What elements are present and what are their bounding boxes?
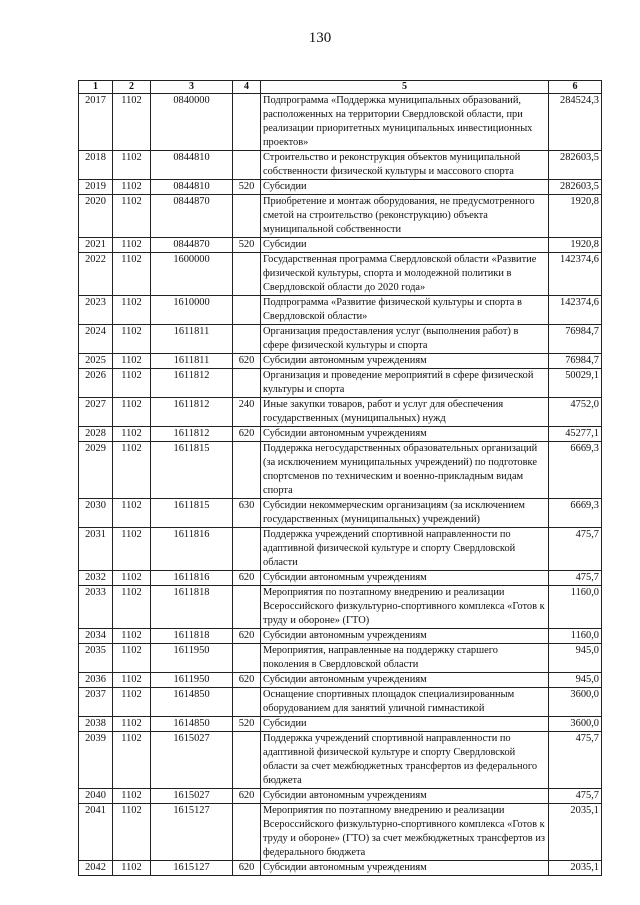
row-number-cell: 2025 <box>79 354 113 369</box>
table-row <box>79 151 602 180</box>
expense-type-cell <box>233 804 261 861</box>
item-name-cell: Субсидии <box>261 238 549 253</box>
section-code-cell: 1102 <box>113 644 151 673</box>
section-code-cell: 1102 <box>113 528 151 571</box>
expense-type-cell: 620 <box>233 789 261 804</box>
amount-cell: 282603,5 <box>549 151 602 180</box>
item-name-cell: Строительство и реконструкция объектов муниципальной собственности физической культуры и массового спорта <box>261 151 549 180</box>
item-name-cell: Субсидии <box>261 180 549 195</box>
section-code-cell: 1102 <box>113 717 151 732</box>
amount-cell: 76984,7 <box>549 325 602 354</box>
expense-type-cell: 620 <box>233 629 261 644</box>
item-name-cell: Поддержка учреждений спортивной направленности по адаптивной физической культуре и спорту Свердловской области <box>261 528 549 571</box>
target-article-cell: 1615027 <box>151 732 233 789</box>
target-article-cell: 0844810 <box>151 180 233 195</box>
table-row <box>79 354 602 369</box>
target-article-cell: 1611950 <box>151 673 233 688</box>
target-article-cell: 1611815 <box>151 442 233 499</box>
item-name-cell: Субсидии автономным учреждениям <box>261 629 549 644</box>
table-row <box>79 296 602 325</box>
target-article-cell: 1614850 <box>151 717 233 732</box>
row-number-cell: 2040 <box>79 789 113 804</box>
header-col-2: 2 <box>113 81 151 94</box>
item-name-cell: Подпрограмма «Поддержка муниципальных образований, расположенных на территории Свердловской области, при реализации приоритетных муниципальных инвестиционных проектов» <box>261 94 549 151</box>
section-code-cell: 1102 <box>113 732 151 789</box>
header-col-5: 5 <box>261 81 549 94</box>
section-code-cell: 1102 <box>113 804 151 861</box>
item-name-cell: Субсидии автономным учреждениям <box>261 789 549 804</box>
target-article-cell: 1611812 <box>151 369 233 398</box>
row-number-cell: 2026 <box>79 369 113 398</box>
section-code-cell: 1102 <box>113 94 151 151</box>
target-article-cell: 1615127 <box>151 861 233 876</box>
item-name-cell: Поддержка учреждений спортивной направленности по адаптивной физической культуре и спорту Свердловской области за счет межбюджетных трансфертов из федерального бюджета <box>261 732 549 789</box>
item-name-cell: Государственная программа Свердловской области «Развитие физической культуры, спорта и молодежной политики в Свердловской области до 2020 года» <box>261 253 549 296</box>
row-number-cell: 2030 <box>79 499 113 528</box>
section-code-cell: 1102 <box>113 571 151 586</box>
amount-cell: 1160,0 <box>549 586 602 629</box>
table-row <box>79 688 602 717</box>
target-article-cell: 1611815 <box>151 499 233 528</box>
target-article-cell: 0844870 <box>151 238 233 253</box>
item-name-cell: Субсидии автономным учреждениям <box>261 673 549 688</box>
expense-type-cell: 620 <box>233 354 261 369</box>
item-name-cell: Мероприятия, направленные на поддержку старшего поколения в Свердловской области <box>261 644 549 673</box>
target-article-cell: 0844870 <box>151 195 233 238</box>
table-row <box>79 861 602 876</box>
table-row <box>79 180 602 195</box>
section-code-cell: 1102 <box>113 673 151 688</box>
table-row <box>79 499 602 528</box>
row-number-cell: 2033 <box>79 586 113 629</box>
amount-cell: 45277,1 <box>549 427 602 442</box>
amount-cell: 3600,0 <box>549 688 602 717</box>
target-article-cell: 1614850 <box>151 688 233 717</box>
amount-cell: 475,7 <box>549 732 602 789</box>
table-row <box>79 789 602 804</box>
expense-type-cell: 620 <box>233 861 261 876</box>
target-article-cell: 1611818 <box>151 586 233 629</box>
expense-type-cell <box>233 528 261 571</box>
amount-cell: 142374,6 <box>549 253 602 296</box>
table-row <box>79 398 602 427</box>
table-row <box>79 253 602 296</box>
expense-type-cell <box>233 195 261 238</box>
table-row <box>79 629 602 644</box>
expense-type-cell <box>233 586 261 629</box>
row-number-cell: 2037 <box>79 688 113 717</box>
amount-cell: 282603,5 <box>549 180 602 195</box>
table-row <box>79 717 602 732</box>
table-row <box>79 571 602 586</box>
expense-type-cell <box>233 369 261 398</box>
section-code-cell: 1102 <box>113 253 151 296</box>
item-name-cell: Приобретение и монтаж оборудования, не предусмотренного сметой на строительство (реконструкцию) объекта муниципальной собственности <box>261 195 549 238</box>
table-row <box>79 732 602 789</box>
section-code-cell: 1102 <box>113 195 151 238</box>
section-code-cell: 1102 <box>113 238 151 253</box>
target-article-cell: 1611818 <box>151 629 233 644</box>
table-row <box>79 804 602 861</box>
amount-cell: 475,7 <box>549 571 602 586</box>
row-number-cell: 2029 <box>79 442 113 499</box>
target-article-cell: 1615027 <box>151 789 233 804</box>
target-article-cell: 0840000 <box>151 94 233 151</box>
item-name-cell: Организация предоставления услуг (выполнения работ) в сфере физической культуры и спорта <box>261 325 549 354</box>
amount-cell: 4752,0 <box>549 398 602 427</box>
row-number-cell: 2018 <box>79 151 113 180</box>
item-name-cell: Оснащение спортивных площадок специализированным оборудованием для занятий уличной гимнастикой <box>261 688 549 717</box>
table-row <box>79 427 602 442</box>
expense-type-cell <box>233 644 261 673</box>
item-name-cell: Субсидии <box>261 717 549 732</box>
section-code-cell: 1102 <box>113 789 151 804</box>
item-name-cell: Поддержка негосударственных образовательных организаций (за исключением муниципальных учреждений) по подготовке спортсменов по техническим и военно-прикладным видам спорта <box>261 442 549 499</box>
section-code-cell: 1102 <box>113 354 151 369</box>
table-row <box>79 369 602 398</box>
table-row <box>79 644 602 673</box>
header-col-3: 3 <box>151 81 233 94</box>
header-col-4: 4 <box>233 81 261 94</box>
section-code-cell: 1102 <box>113 629 151 644</box>
amount-cell: 475,7 <box>549 528 602 571</box>
section-code-cell: 1102 <box>113 427 151 442</box>
section-code-cell: 1102 <box>113 151 151 180</box>
target-article-cell: 0844810 <box>151 151 233 180</box>
item-name-cell: Субсидии автономным учреждениям <box>261 861 549 876</box>
row-number-cell: 2034 <box>79 629 113 644</box>
expense-type-cell <box>233 151 261 180</box>
target-article-cell: 1610000 <box>151 296 233 325</box>
amount-cell: 142374,6 <box>549 296 602 325</box>
amount-cell: 2035,1 <box>549 861 602 876</box>
expense-type-cell <box>233 325 261 354</box>
amount-cell: 1920,8 <box>549 238 602 253</box>
amount-cell: 1160,0 <box>549 629 602 644</box>
row-number-cell: 2023 <box>79 296 113 325</box>
item-name-cell: Мероприятия по поэтапному внедрению и реализации Всероссийского физкультурно-спортивного комплекса «Готов к труду и обороне» (ГТО) за счет межбюджетных трансфертов из федерального бюджета <box>261 804 549 861</box>
expense-type-cell <box>233 94 261 151</box>
target-article-cell: 1611816 <box>151 571 233 586</box>
item-name-cell: Организация и проведение мероприятий в сфере физической культуры и спорта <box>261 369 549 398</box>
item-name-cell: Субсидии автономным учреждениям <box>261 427 549 442</box>
section-code-cell: 1102 <box>113 861 151 876</box>
amount-cell: 50029,1 <box>549 369 602 398</box>
section-code-cell: 1102 <box>113 442 151 499</box>
row-number-cell: 2035 <box>79 644 113 673</box>
expense-type-cell: 630 <box>233 499 261 528</box>
row-number-cell: 2019 <box>79 180 113 195</box>
header-col-1: 1 <box>79 81 113 94</box>
target-article-cell: 1611812 <box>151 427 233 442</box>
row-number-cell: 2020 <box>79 195 113 238</box>
amount-cell: 945,0 <box>549 644 602 673</box>
target-article-cell: 1611816 <box>151 528 233 571</box>
row-number-cell: 2024 <box>79 325 113 354</box>
expense-type-cell <box>233 732 261 789</box>
target-article-cell: 1600000 <box>151 253 233 296</box>
target-article-cell: 1611950 <box>151 644 233 673</box>
expense-type-cell <box>233 688 261 717</box>
section-code-cell: 1102 <box>113 586 151 629</box>
table-row <box>79 528 602 571</box>
item-name-cell: Субсидии автономным учреждениям <box>261 571 549 586</box>
amount-cell: 3600,0 <box>549 717 602 732</box>
table-row <box>79 673 602 688</box>
amount-cell: 475,7 <box>549 789 602 804</box>
row-number-cell: 2027 <box>79 398 113 427</box>
expense-type-cell: 520 <box>233 180 261 195</box>
expense-type-cell: 620 <box>233 571 261 586</box>
table-row <box>79 442 602 499</box>
row-number-cell: 2041 <box>79 804 113 861</box>
expense-type-cell <box>233 442 261 499</box>
row-number-cell: 2022 <box>79 253 113 296</box>
table-row <box>79 325 602 354</box>
expense-type-cell <box>233 253 261 296</box>
section-code-cell: 1102 <box>113 499 151 528</box>
section-code-cell: 1102 <box>113 180 151 195</box>
row-number-cell: 2038 <box>79 717 113 732</box>
item-name-cell: Подпрограмма «Развитие физической культуры и спорта в Свердловской области» <box>261 296 549 325</box>
section-code-cell: 1102 <box>113 369 151 398</box>
item-name-cell: Иные закупки товаров, работ и услуг для обеспечения государственных (муниципальных) нужд <box>261 398 549 427</box>
target-article-cell: 1611812 <box>151 398 233 427</box>
amount-cell: 6669,3 <box>549 442 602 499</box>
row-number-cell: 2017 <box>79 94 113 151</box>
item-name-cell: Субсидии автономным учреждениям <box>261 354 549 369</box>
target-article-cell: 1615127 <box>151 804 233 861</box>
amount-cell: 76984,7 <box>549 354 602 369</box>
row-number-cell: 2042 <box>79 861 113 876</box>
amount-cell: 284524,3 <box>549 94 602 151</box>
row-number-cell: 2032 <box>79 571 113 586</box>
target-article-cell: 1611811 <box>151 325 233 354</box>
row-number-cell: 2031 <box>79 528 113 571</box>
expense-type-cell: 520 <box>233 717 261 732</box>
amount-cell: 2035,1 <box>549 804 602 861</box>
header-row <box>79 81 602 94</box>
expense-type-cell <box>233 296 261 325</box>
expense-type-cell: 620 <box>233 427 261 442</box>
expense-type-cell: 620 <box>233 673 261 688</box>
table-row <box>79 586 602 629</box>
table-row <box>79 238 602 253</box>
amount-cell: 6669,3 <box>549 499 602 528</box>
row-number-cell: 2039 <box>79 732 113 789</box>
row-number-cell: 2021 <box>79 238 113 253</box>
target-article-cell: 1611811 <box>151 354 233 369</box>
item-name-cell: Мероприятия по поэтапному внедрению и реализации Всероссийского физкультурно-спортивного комплекса «Готов к труду и обороне» (ГТО) <box>261 586 549 629</box>
item-name-cell: Субсидии некоммерческим организациям (за исключением государственных (муниципальных) учреждений) <box>261 499 549 528</box>
table-row <box>79 94 602 151</box>
amount-cell: 945,0 <box>549 673 602 688</box>
row-number-cell: 2028 <box>79 427 113 442</box>
section-code-cell: 1102 <box>113 398 151 427</box>
header-col-6: 6 <box>549 81 602 94</box>
budget-table <box>78 80 602 876</box>
section-code-cell: 1102 <box>113 296 151 325</box>
table-body <box>79 94 602 876</box>
row-number-cell: 2036 <box>79 673 113 688</box>
page-number: 130 <box>308 30 332 46</box>
expense-type-cell: 240 <box>233 398 261 427</box>
section-code-cell: 1102 <box>113 688 151 717</box>
expense-type-cell: 520 <box>233 238 261 253</box>
amount-cell: 1920,8 <box>549 195 602 238</box>
section-code-cell: 1102 <box>113 325 151 354</box>
table-row <box>79 195 602 238</box>
